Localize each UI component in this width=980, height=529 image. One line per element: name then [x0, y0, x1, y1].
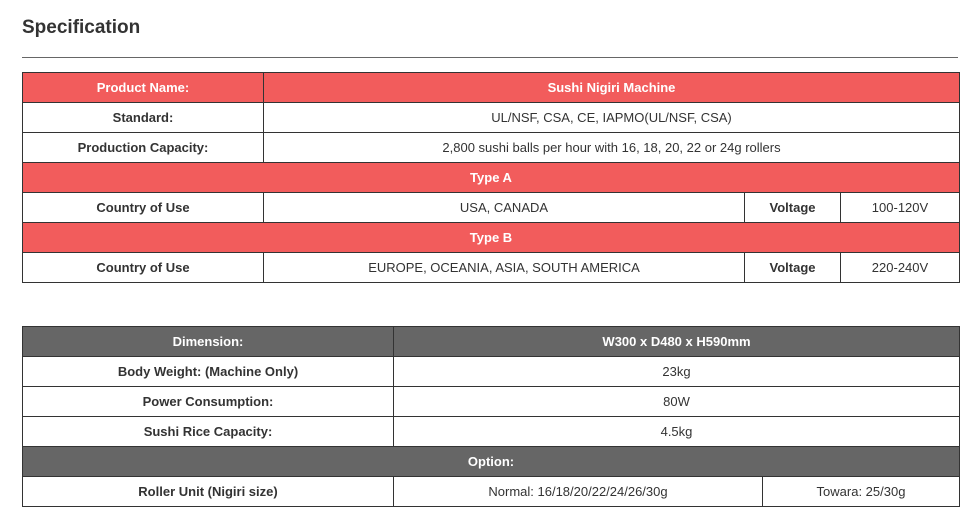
table-row	[23, 193, 960, 223]
roller-towara-value: Towara: 25/30g	[763, 477, 960, 507]
table-row	[23, 387, 960, 417]
table-row	[23, 253, 960, 283]
type-b-voltage-value: 220-240V	[841, 253, 960, 283]
product-name-label: Product Name:	[23, 73, 264, 103]
power-consumption-value: 80W	[394, 387, 960, 417]
power-consumption-label: Power Consumption:	[23, 387, 394, 417]
rice-capacity-value: 4.5kg	[394, 417, 960, 447]
spec-table-dimensions	[22, 326, 960, 507]
type-a-voltage-label: Voltage	[745, 193, 841, 223]
table-row	[23, 133, 960, 163]
table-row	[23, 163, 960, 193]
title-divider	[22, 57, 958, 58]
option-header: Option:	[23, 447, 960, 477]
page-title: Specification	[22, 17, 141, 38]
standard-value: UL/NSF, CSA, CE, IAPMO(UL/NSF, CSA)	[264, 103, 960, 133]
table-row	[23, 73, 960, 103]
body-weight-value: 23kg	[394, 357, 960, 387]
roller-normal-value: Normal: 16/18/20/22/24/26/30g	[394, 477, 763, 507]
table-row	[23, 103, 960, 133]
table-row	[23, 447, 960, 477]
dimension-value: W300 x D480 x H590mm	[394, 327, 960, 357]
type-b-voltage-label: Voltage	[745, 253, 841, 283]
product-name-value: Sushi Nigiri Machine	[264, 73, 960, 103]
type-b-country-label: Country of Use	[23, 253, 264, 283]
body-weight-label: Body Weight: (Machine Only)	[23, 357, 394, 387]
type-a-header: Type A	[23, 163, 960, 193]
production-capacity-label: Production Capacity:	[23, 133, 264, 163]
standard-label: Standard:	[23, 103, 264, 133]
dimension-label: Dimension:	[23, 327, 394, 357]
type-a-voltage-value: 100-120V	[841, 193, 960, 223]
table-row	[23, 417, 960, 447]
rice-capacity-label: Sushi Rice Capacity:	[23, 417, 394, 447]
type-b-country-value: EUROPE, OCEANIA, ASIA, SOUTH AMERICA	[264, 253, 745, 283]
production-capacity-value: 2,800 sushi balls per hour with 16, 18, 20, 22 or 24g rollers	[264, 133, 960, 163]
table-row	[23, 327, 960, 357]
spec-table-main	[22, 72, 960, 283]
roller-unit-label: Roller Unit (Nigiri size)	[23, 477, 394, 507]
table-row	[23, 477, 960, 507]
type-b-header: Type B	[23, 223, 960, 253]
table-row	[23, 357, 960, 387]
table-row	[23, 223, 960, 253]
type-a-country-label: Country of Use	[23, 193, 264, 223]
type-a-country-value: USA, CANADA	[264, 193, 745, 223]
